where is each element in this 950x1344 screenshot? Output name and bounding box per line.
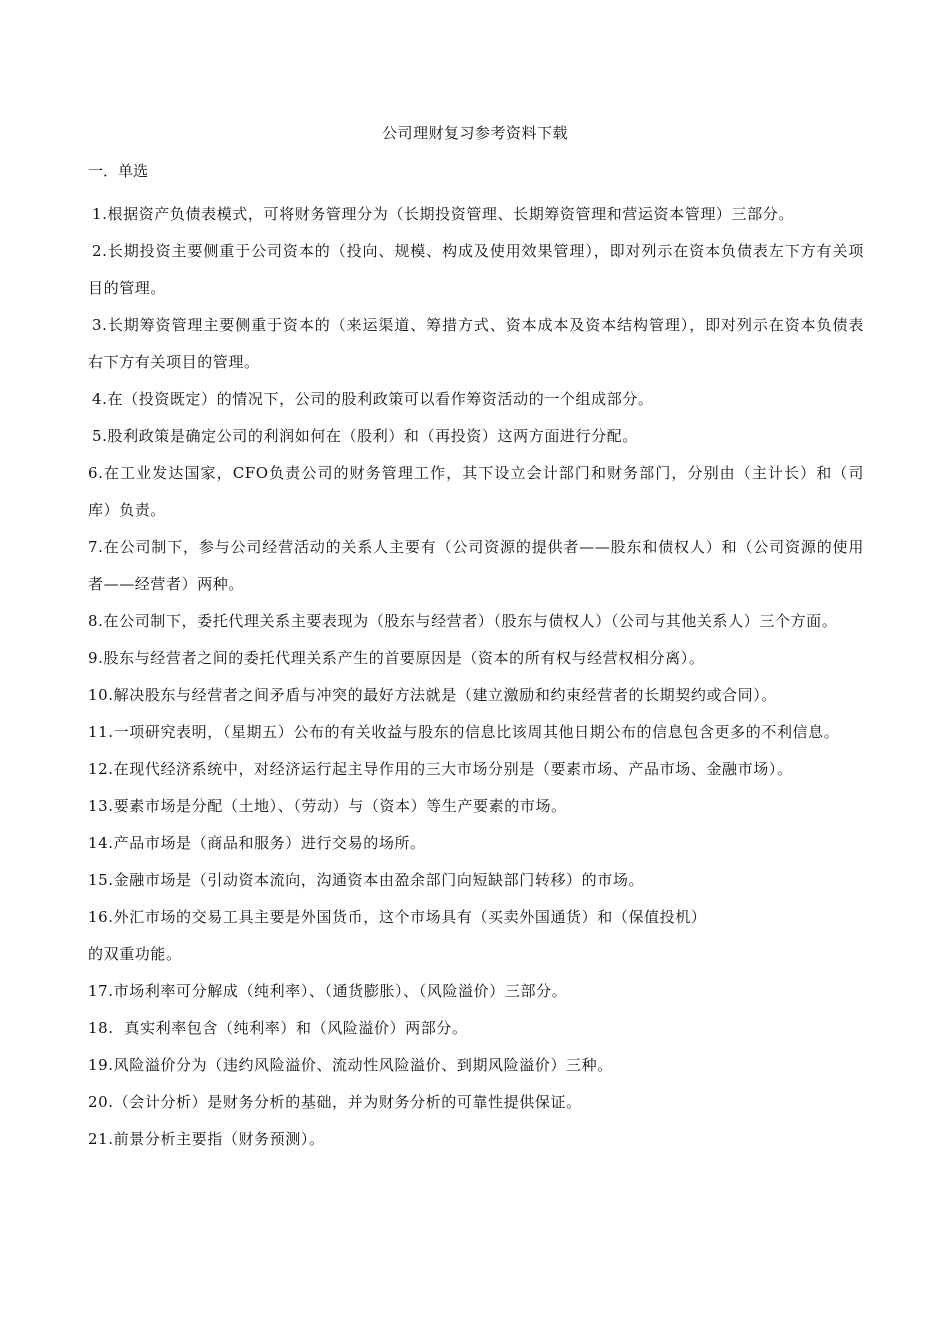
list-item: 19.风险溢价分为（违约风险溢价、流动性风险溢价、到期风险溢价）三种。 bbox=[88, 1056, 613, 1074]
list-item: 2.长期投资主要侧重于公司资本的（投向、规模、构成及使用效果管理），即对列示在资本负债表左下方有关项目的管理。 bbox=[88, 242, 864, 297]
list-item: 18. 真实利率包含（纯利率）和（风险溢价）两部分。 bbox=[88, 1019, 468, 1037]
list-item: 12.在现代经济系统中，对经济运行起主导作用的三大市场分别是（要素市场、产品市场、金融市场）。 bbox=[88, 760, 793, 778]
list-item: 5.股利政策是确定公司的利润如何在（股利）和（再投资）这两方面进行分配。 bbox=[92, 427, 638, 445]
list-item: 20.（会计分析）是财务分析的基础，并为财务分析的可靠性提供保证。 bbox=[88, 1093, 582, 1111]
list-item: 4.在（投资既定）的情况下，公司的股利政策可以看作筹资活动的一个组成部分。 bbox=[92, 390, 654, 408]
list-item: 15.金融市场是（引动资本流向，沟通资本由盈余部门向短缺部门转移）的市场。 bbox=[88, 871, 645, 889]
list-item: 8.在公司制下，委托代理关系主要表现为（股东与经营者）（股东与债权人）（公司与其他关系人）三个方面。 bbox=[88, 612, 838, 630]
list-item: 21.前景分析主要指（财务预测）。 bbox=[88, 1130, 325, 1148]
list-item-line: 16.外汇市场的交易工具主要是外国货币，这个市场具有（买卖外国通货）和（保值投机） bbox=[88, 908, 707, 926]
list-item: 9.股东与经营者之间的委托代理关系产生的首要原因是（资本的所有权与经营权相分离）。 bbox=[88, 649, 705, 667]
list-item bbox=[88, 899, 864, 973]
list-item: 6.在工业发达国家，CFO负责公司的财务管理工作，其下设立会计部门和财务部门，分别由（主计长）和（司库）负责。 bbox=[88, 464, 864, 519]
document-title: 公司理财复习参考资料下载 bbox=[381, 124, 568, 142]
question-list bbox=[88, 196, 864, 1158]
list-item: 13.要素市场是分配（土地）、（劳动）与（资本）等生产要素的市场。 bbox=[88, 797, 567, 815]
list-item: 11.一项研究表明，（星期五）公布的有关收益与股东的信息比该周其他日期公布的信息包含更多的不利信息。 bbox=[88, 723, 840, 741]
section-heading: 一．单选 bbox=[88, 162, 149, 180]
list-item-line: 的双重功能。 bbox=[88, 945, 182, 963]
list-item: 17.市场利率可分解成（纯利率）、（通货膨胀）、（风险溢价）三部分。 bbox=[88, 982, 568, 1000]
list-item: 1.根据资产负债表模式，可将财务管理分为（长期投资管理、长期筹资管理和营运资本管理）三部分。 bbox=[92, 205, 794, 223]
list-item: 14.产品市场是（商品和服务）进行交易的场所。 bbox=[88, 834, 426, 852]
list-item: 3.长期筹资管理主要侧重于资本的（来运渠道、筹措方式、资本成本及资本结构管理），即对列示在资本负债表右下方有关项目的管理。 bbox=[88, 316, 864, 371]
list-item: 10.解决股东与经营者之间矛盾与冲突的最好方法就是（建立激励和约束经营者的长期契约或合同）。 bbox=[88, 686, 777, 704]
list-item: 7.在公司制下，参与公司经营活动的关系人主要有（公司资源的提供者——股东和债权人）和（公司资源的使用者——经营者）两种。 bbox=[88, 538, 864, 593]
